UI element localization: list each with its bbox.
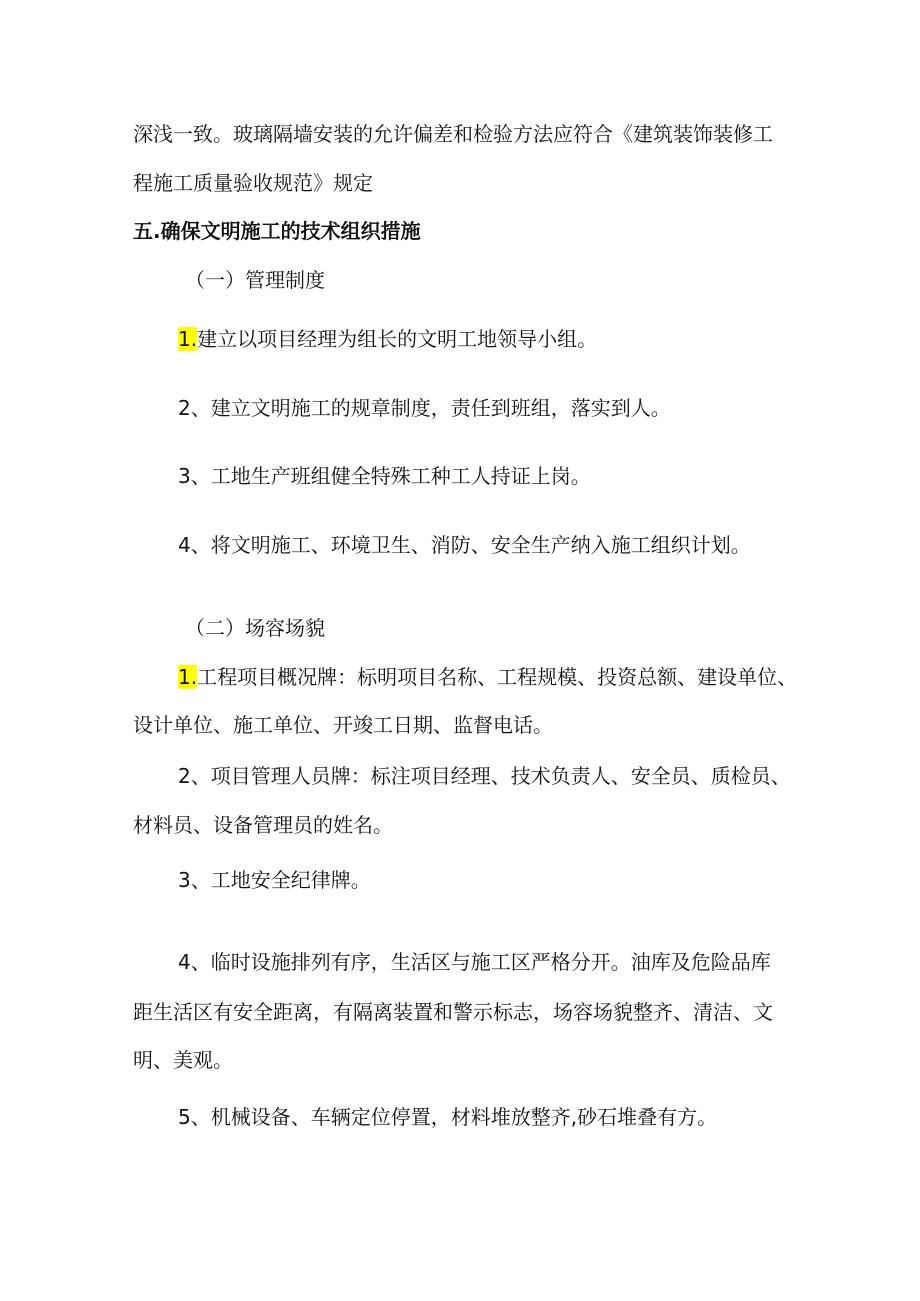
list-item-continuation: 距生活区有安全距离，有隔离装置和警示标志，场容场貌整齐、清洁、文 xyxy=(133,1000,773,1024)
item-number-highlight: 1. xyxy=(178,327,198,351)
list-item: 3、工地安全纪律牌。 xyxy=(178,868,371,892)
list-item: 2、项目管理人员牌：标注项目经理、技术负责人、安全员、质检员、 xyxy=(178,764,791,788)
subsection-title-site: （二）场容场貌 xyxy=(185,616,325,640)
list-item xyxy=(178,663,797,691)
subsection-title-management: （一）管理制度 xyxy=(185,268,325,292)
list-item-continuation: 明、美观。 xyxy=(133,1048,233,1072)
section-heading: 五.确保文明施工的技术组织措施 xyxy=(133,219,421,243)
list-item xyxy=(178,325,597,353)
list-item: 5、机械设备、车辆定位停置，材料堆放整齐,砂石堆叠有方。 xyxy=(178,1105,718,1129)
list-item: 4、临时设施排列有序，生活区与施工区严格分开。油库及危险品库 xyxy=(178,950,771,974)
list-item-continuation: 设计单位、施工单位、开竣工日期、监督电话。 xyxy=(133,713,553,737)
item-number-highlight: 1. xyxy=(178,665,198,689)
item-text: 工程项目概况牌：标明项目名称、工程规模、投资总额、建设单位、 xyxy=(197,665,798,689)
list-item: 4、将文明施工、环境卫生、消防、安全生产纳入施工组织计划。 xyxy=(178,533,751,557)
list-item: 3、工地生产班组健全特殊工种工人持证上岗。 xyxy=(178,464,591,488)
intro-line-1: 深浅一致。玻璃隔墙安装的允许偏差和检验方法应符合《建筑装饰装修工 xyxy=(133,122,773,146)
item-text: 建立以项目经理为组长的文明工地领导小组。 xyxy=(197,327,598,351)
intro-line-2: 程施工质量验收规范》规定 xyxy=(133,171,373,195)
list-item: 2、建立文明施工的规章制度，责任到班组，落实到人。 xyxy=(178,396,671,420)
list-item-continuation: 材料员、设备管理员的姓名。 xyxy=(133,813,393,837)
